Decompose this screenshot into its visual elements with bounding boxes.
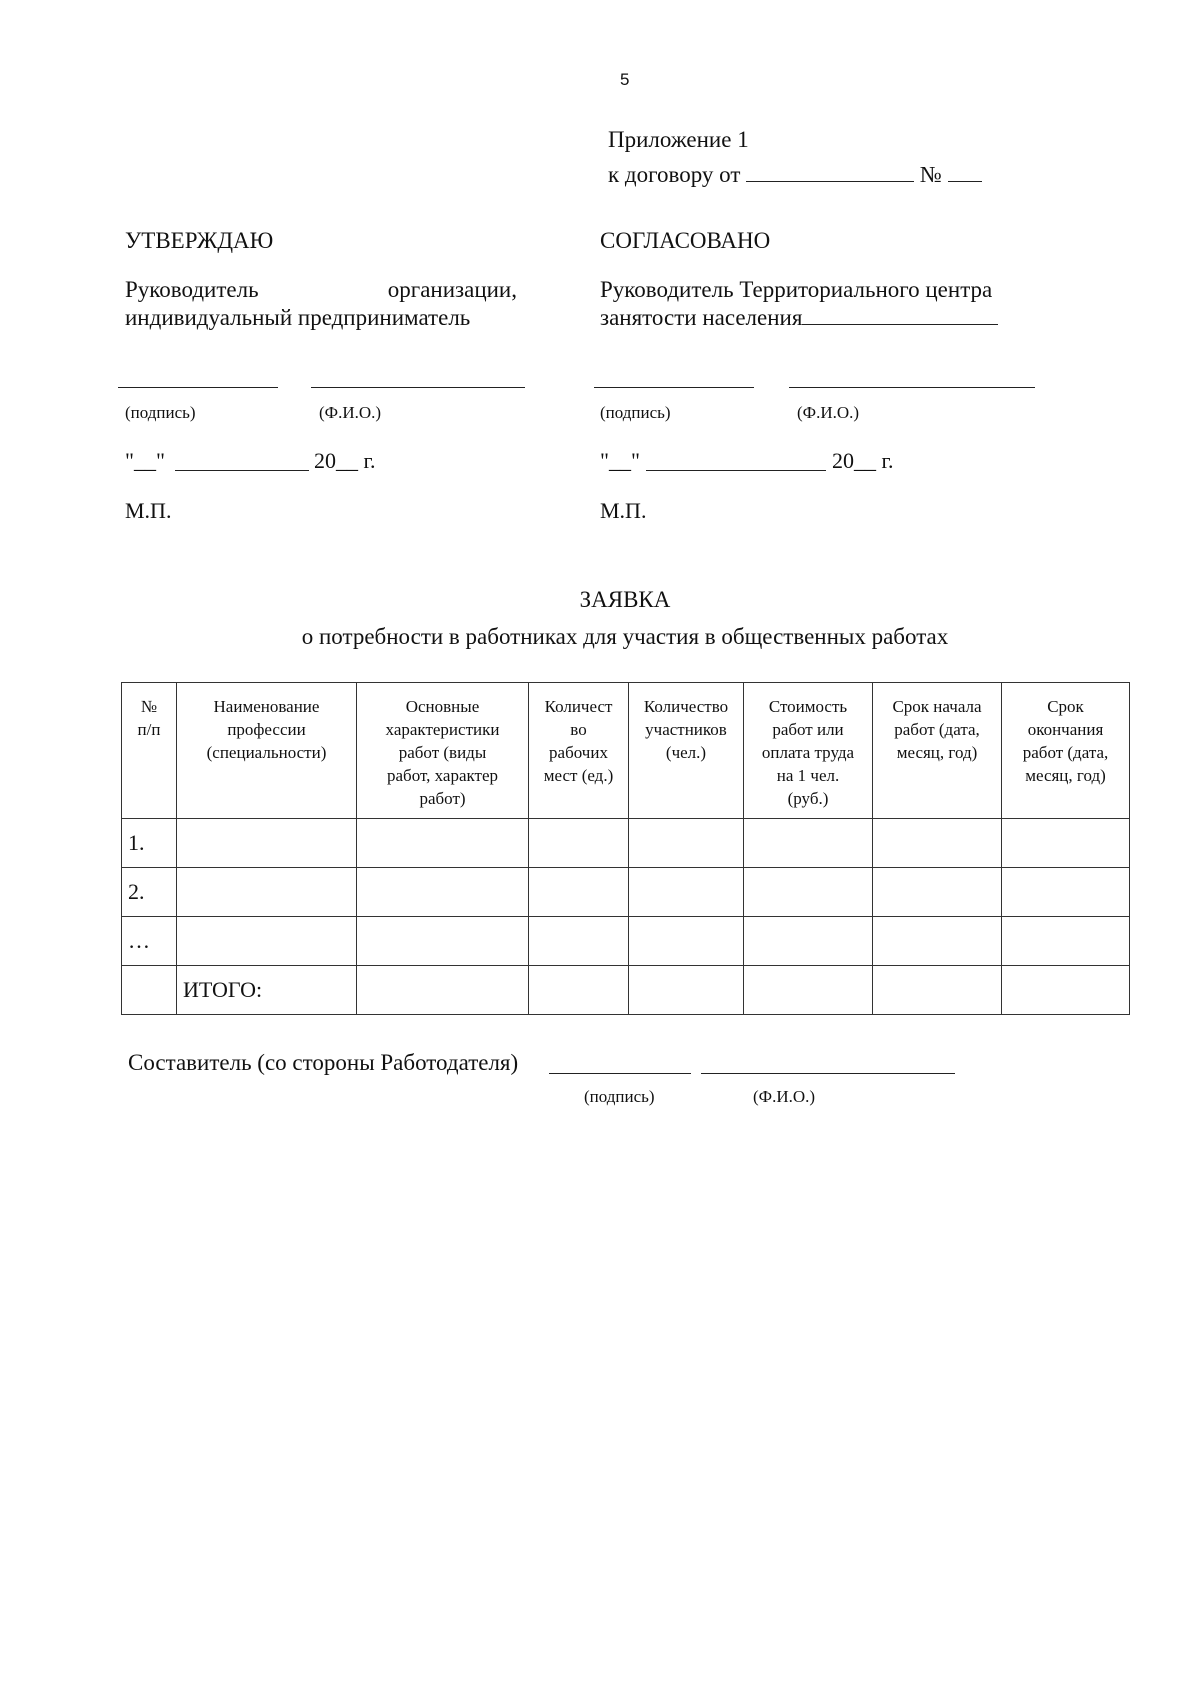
request-title: ЗАЯВКА [579, 587, 671, 612]
agree-signature-line [594, 387, 754, 388]
table-cell [357, 966, 529, 1015]
approve-date-month-line [175, 470, 309, 471]
contract-prefix: к договору от [608, 162, 741, 187]
table-cell [629, 868, 744, 917]
table-cell [629, 966, 744, 1015]
table-cell [873, 868, 1002, 917]
agree-stamp: М.П. [600, 498, 647, 523]
approve-heading: УТВЕРЖДАЮ [125, 228, 274, 253]
row-number-cell: … [122, 917, 177, 966]
table-cell [744, 819, 873, 868]
annex-title: Приложение 1 [608, 127, 749, 152]
approve-signature-label: (подпись) [125, 403, 196, 422]
compiler-signature-line [549, 1073, 691, 1074]
header-cell: Основные характеристики работ (виды работ, характер работ) [357, 683, 529, 819]
table-header-row [122, 683, 1130, 819]
table-cell [357, 917, 529, 966]
agree-name-line [789, 387, 1035, 388]
table-cell [177, 819, 357, 868]
approve-role-word1: Руководитель [125, 277, 259, 302]
agree-role-text: занятости населения [600, 305, 803, 330]
table-cell [629, 917, 744, 966]
approve-role-line1 [125, 277, 517, 303]
table-cell [629, 819, 744, 868]
contract-number-blank [948, 181, 982, 182]
table-cell [529, 819, 629, 868]
annex-block [608, 122, 982, 192]
header-cell: Стоимость работ или оплата труда на 1 чел. (руб.) [744, 683, 873, 819]
table-cell [177, 917, 357, 966]
table-cell [357, 819, 529, 868]
table-cell [744, 917, 873, 966]
page-number: 5 [620, 70, 630, 89]
approve-role-word2: организации, [387, 277, 517, 302]
request-table [121, 682, 1130, 1015]
table-row [122, 819, 1130, 868]
header-cell: № п/п [122, 683, 177, 819]
table-cell [873, 966, 1002, 1015]
row-number-cell: 1. [122, 819, 177, 868]
table-cell [529, 917, 629, 966]
table-cell [529, 868, 629, 917]
approve-date-year: 20__ г. [314, 448, 376, 473]
table-cell [1002, 868, 1130, 917]
compiler-label: Составитель (со стороны Работодателя) [128, 1050, 519, 1075]
header-cell: Количест во рабочих мест (ед.) [529, 683, 629, 819]
header-cell: Срок начала работ (дата, месяц, год) [873, 683, 1002, 819]
table-cell [1002, 819, 1130, 868]
approve-name-line [311, 387, 525, 388]
table-total-row [122, 966, 1130, 1015]
approve-date-quote: "__" [125, 448, 165, 473]
agree-date-year: 20__ г. [832, 448, 894, 473]
agree-heading: СОГЛАСОВАНО [600, 228, 771, 253]
header-cell: Срок окончания работ (дата, месяц, год) [1002, 683, 1130, 819]
agree-role-line1: Руководитель Территориального центра [600, 277, 993, 302]
agree-signature-label: (подпись) [600, 403, 671, 422]
table-row [122, 868, 1130, 917]
table-cell [1002, 966, 1130, 1015]
row-number-cell: 2. [122, 868, 177, 917]
agree-name-label: (Ф.И.О.) [797, 403, 860, 422]
request-subtitle: о потребности в работниках для участия в общественных работах [301, 624, 949, 649]
table-row [122, 917, 1130, 966]
header-cell: Количество участников (чел.) [629, 683, 744, 819]
agree-date-quote: "__" [600, 448, 640, 473]
table-cell [1002, 917, 1130, 966]
approve-role-line2: индивидуальный предприниматель [125, 305, 471, 330]
approve-signature-line [118, 387, 278, 388]
approve-stamp: М.П. [125, 498, 172, 523]
contract-date-blank [746, 181, 914, 182]
table-cell [744, 868, 873, 917]
annex-contract-line [608, 157, 982, 192]
table-cell [177, 868, 357, 917]
table-cell [529, 966, 629, 1015]
header-cell: Наименование профессии (специальности) [177, 683, 357, 819]
number-sign: № [919, 162, 942, 187]
table-cell [873, 917, 1002, 966]
compiler-name-line [701, 1073, 955, 1074]
agree-date-month-line [646, 470, 826, 471]
agree-role-line2 [600, 305, 998, 331]
table-cell [873, 819, 1002, 868]
agree-center-name-blank [802, 324, 998, 325]
compiler-signature-label: (подпись) [584, 1087, 655, 1106]
approve-name-label: (Ф.И.О.) [319, 403, 382, 422]
table-cell [744, 966, 873, 1015]
table-cell [122, 966, 177, 1015]
table-cell [357, 868, 529, 917]
compiler-name-label: (Ф.И.О.) [753, 1087, 816, 1106]
total-label-cell: ИТОГО: [177, 966, 357, 1015]
